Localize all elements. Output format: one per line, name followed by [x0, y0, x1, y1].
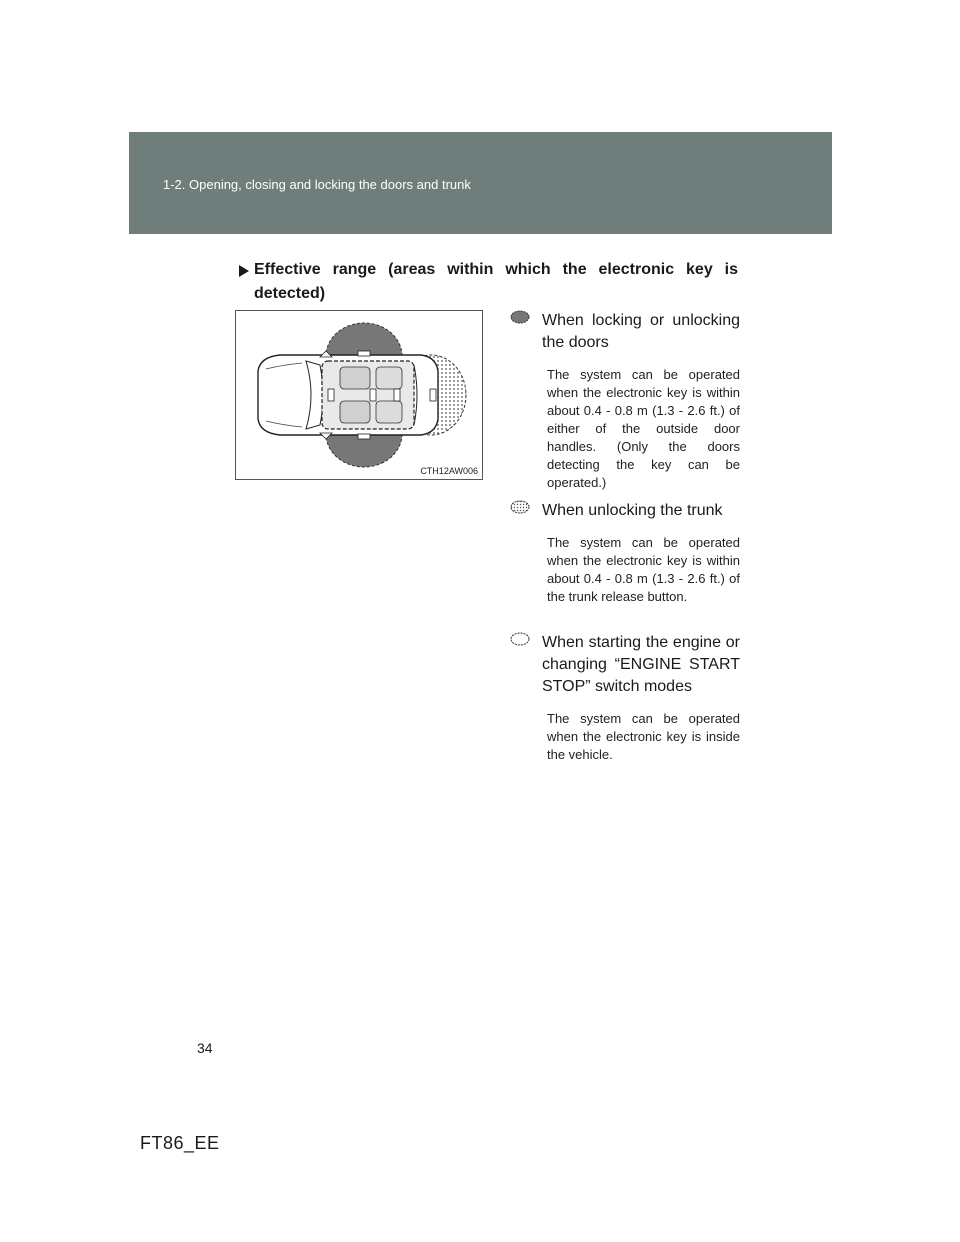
solid-gray-ellipse-icon	[510, 310, 530, 324]
range-item-trunk	[510, 500, 740, 606]
outline-ellipse-icon	[510, 632, 530, 646]
section-heading-text: Effective range (areas within which the electronic key is detected)	[254, 261, 738, 302]
range-item-engine	[510, 632, 740, 764]
range-item-body: The system can be operated when the electronic key is inside the vehicle.	[547, 711, 740, 762]
dotted-ellipse-icon	[510, 500, 530, 514]
range-item-body: The system can be operated when the electronic key is within about 0.4 - 0.8 m (1.3 - 2.6 ft.) of either of the outside door handles. (Only the doors detecting the key can be operated.)	[547, 367, 740, 490]
range-item-body: The system can be operated when the electronic key is within about 0.4 - 0.8 m (1.3 - 2.6 ft.) of the trunk release button.	[547, 535, 740, 604]
page-number: 34	[197, 1040, 213, 1056]
effective-range-diagram	[235, 310, 483, 480]
bullet-triangle-icon	[238, 261, 250, 285]
section-heading	[238, 258, 738, 306]
range-item-doors	[510, 310, 740, 492]
range-item-title: When locking or unlocking the doors	[542, 312, 740, 351]
header-breadcrumb: 1-2. Opening, closing and locking the doors and trunk	[163, 177, 471, 192]
footer-code: FT86_EE	[140, 1133, 220, 1153]
range-item-title: When unlocking the trunk	[542, 502, 723, 519]
header-band	[129, 132, 832, 234]
figure-code: CTH12AW006	[420, 466, 478, 476]
range-item-title: When starting the engine or changing “ENGINE START STOP” switch modes	[542, 634, 740, 695]
car-top-view-illustration	[236, 311, 482, 479]
